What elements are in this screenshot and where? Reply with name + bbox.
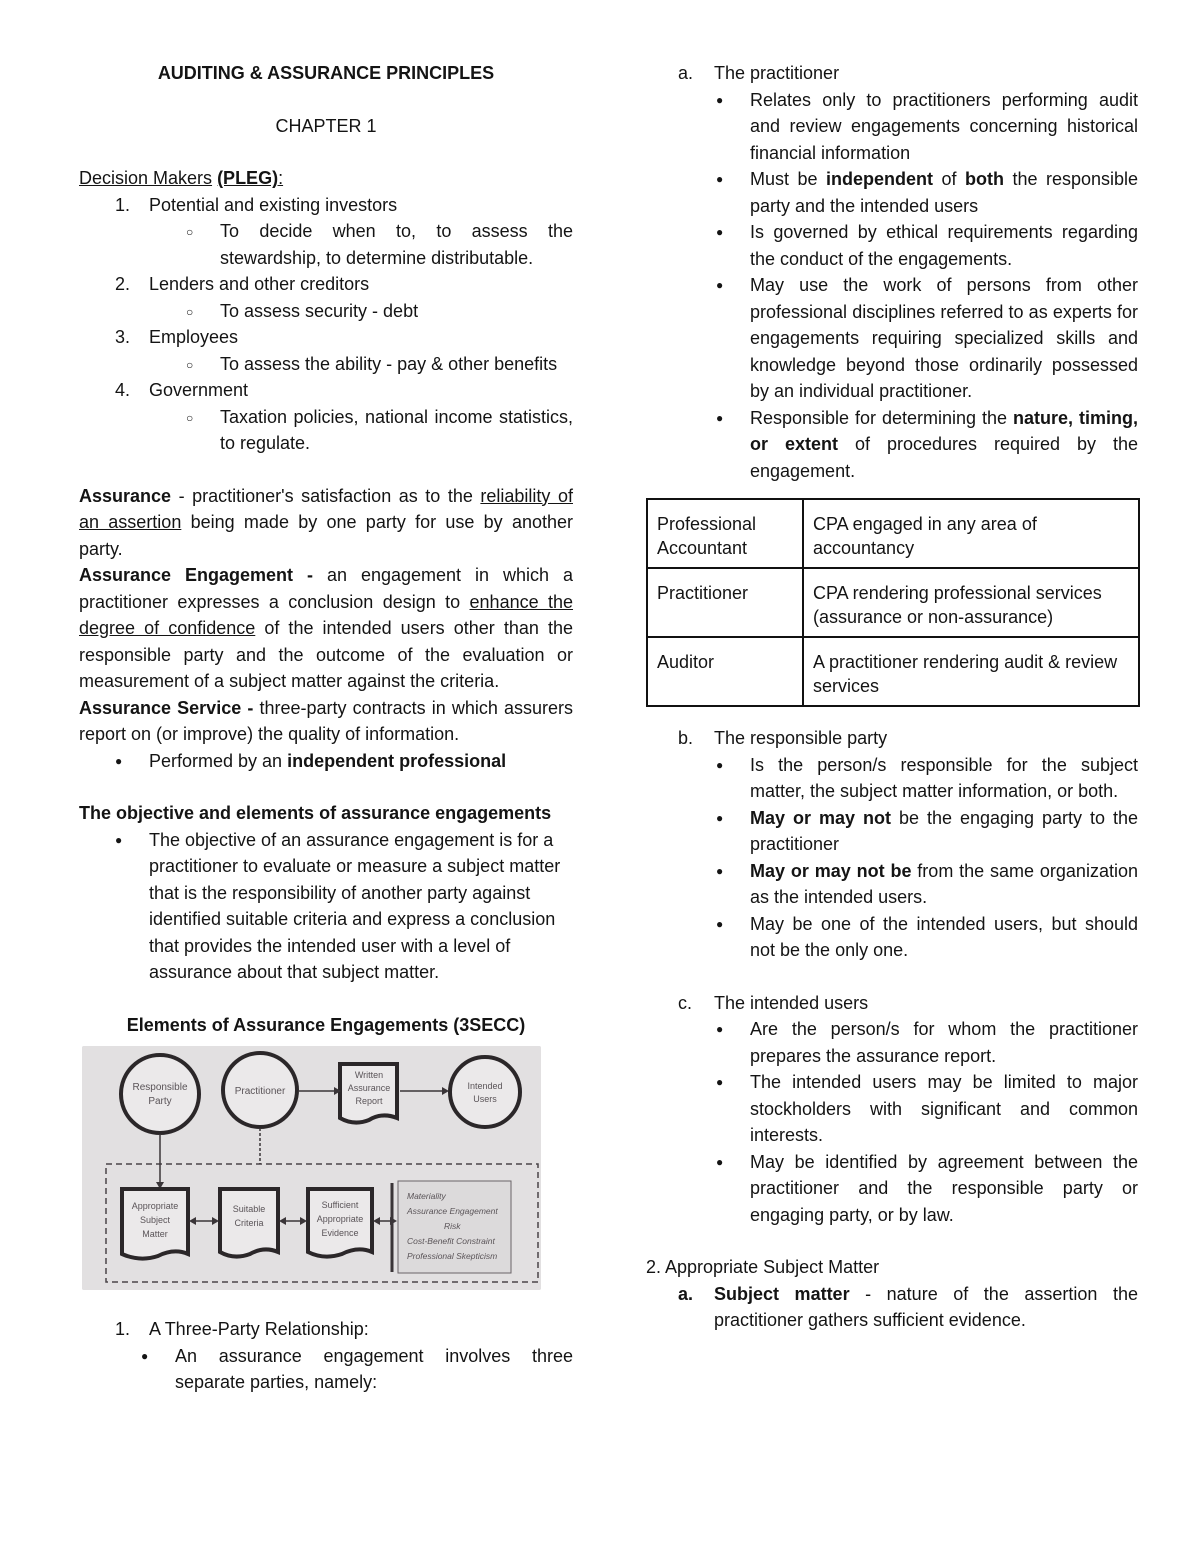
svg-text:Sufficient: Sufficient	[321, 1200, 359, 1210]
svg-text:Report: Report	[355, 1096, 383, 1106]
list-item: ● May or may not be the engaging party to the practitioner	[646, 805, 1138, 858]
bullet-icon: ●	[716, 225, 724, 239]
bullet-icon: ●	[115, 832, 123, 847]
list-item: ● May be identified by agreement between the practitioner and the responsible party or engaging party, or by law.	[646, 1149, 1138, 1229]
list-item: 3. Employees	[115, 327, 239, 347]
assurance-elements-figure	[82, 1046, 541, 1290]
bullet-icon: ●	[716, 863, 724, 878]
svg-text:Assurance Engagement: Assurance Engagement	[407, 1206, 498, 1216]
svg-text:Professional Skepticism: Professional Skepticism	[407, 1251, 498, 1261]
circle-bullet-icon: ○	[186, 304, 194, 319]
bullet-icon: ●	[716, 916, 724, 931]
list-item: ● Are the person/s for whom the practitioner prepares the assurance report.	[646, 1016, 1138, 1069]
bullet-icon: ●	[716, 1154, 724, 1169]
assurance-definition: Assurance - practitioner's satisfaction as to the reliability of an assertion being made by one party for use by another party.	[79, 485, 574, 559]
list-item: 4. Government	[115, 380, 249, 400]
bullet-icon: ●	[716, 810, 724, 825]
svg-text:Criteria: Criteria	[234, 1218, 264, 1228]
list-item: ● Is the person/s responsible for the subject matter, the subject matter information, or both.	[646, 752, 1138, 805]
right-column	[646, 60, 1138, 1334]
list-item: 2. Lenders and other creditors	[115, 274, 370, 294]
table-row	[647, 499, 1139, 568]
list-item: ● Responsible for determining the nature, timing, or extent of procedures required by the engagement.	[646, 405, 1138, 485]
table-row	[647, 568, 1139, 637]
table-row	[647, 637, 1139, 706]
svg-text:Risk: Risk	[444, 1221, 461, 1231]
assurance-service-definition: Assurance Service - three-party contracts in which assurers report on (or improve) the quality of information.	[79, 697, 573, 744]
list-item: ● Is governed by ethical requirements regarding the conduct of the engagements.	[646, 219, 1138, 272]
svg-text:Written: Written	[354, 1070, 384, 1080]
svg-text:Appropriate: Appropriate	[316, 1214, 364, 1224]
svg-text:Subject: Subject	[139, 1215, 171, 1225]
bullet-icon: ●	[716, 92, 724, 107]
list-item: ● Performed by an independent professional	[79, 748, 573, 775]
table-cell: CPA rendering professional services (assurance or non-assurance)	[803, 568, 1139, 637]
list-item: ● An assurance engagement involves three separate parties, namely:	[79, 1343, 573, 1396]
list-item: ● The intended users may be limited to major stockholders with significant and common interests.	[646, 1069, 1138, 1149]
svg-text:Evidence: Evidence	[321, 1228, 359, 1238]
svg-text:Responsible: Responsible	[132, 1082, 188, 1093]
list-item: 1. Potential and existing investors	[115, 194, 398, 215]
decision-makers-heading: Decision Makers (PLEG):	[79, 168, 284, 188]
bullet-icon: ●	[716, 410, 724, 425]
svg-text:Appropriate: Appropriate	[131, 1201, 179, 1211]
elements-heading: Elements of Assurance Engagements (3SECC)	[126, 1014, 526, 1035]
sub-list-item: ○ To assess the ability - pay & other benefits	[79, 351, 573, 378]
list-item: ● Must be independent of both the responsible party and the intended users	[646, 166, 1138, 219]
list-item: ● The objective of an assurance engagement is for a practitioner to evaluate or measure a subject matter that is the responsibility of another party against identified suitable criteria and express a conclusion that provides the intended user with a level of assurance about that subject matter.	[79, 827, 573, 986]
bullet-icon: ●	[716, 278, 724, 292]
table-cell: Professional Accountant	[647, 499, 803, 568]
table-cell: Practitioner	[647, 568, 803, 637]
list-item: a. Subject matter - nature of the assertion the practitioner gathers sufficient evidence.	[678, 1283, 1138, 1330]
list-item: ● May or may not be from the same organization as the intended users.	[646, 858, 1138, 911]
table-cell: A practitioner rendering audit & review services	[803, 637, 1139, 706]
decision-makers-code: (PLEG)	[217, 168, 279, 188]
svg-text:Materiality: Materiality	[407, 1191, 446, 1201]
bullet-icon: ●	[716, 757, 724, 772]
section-heading: c. The intended users	[678, 992, 869, 1013]
circle-bullet-icon: ○	[186, 410, 194, 425]
assurance-engagement-definition: Assurance Engagement - an engagement in which a practitioner expresses a conclusion design to enhance the degree of confidence of the intended users other than the responsible party and the outcome of the evaluation or measurement of a subject matter against the criteria.	[79, 565, 574, 691]
sub-list-item: ○ Taxation policies, national income statistics, to regulate.	[186, 406, 573, 453]
circle-bullet-icon: ○	[186, 357, 194, 372]
svg-text:Users: Users	[473, 1094, 497, 1104]
bullet-icon: ●	[141, 1348, 149, 1363]
circle-bullet-icon: ○	[186, 225, 194, 239]
subject-matter-heading: 2. Appropriate Subject Matter	[646, 1257, 880, 1277]
svg-text:Party: Party	[148, 1096, 172, 1107]
svg-text:Practitioner: Practitioner	[234, 1086, 286, 1097]
sub-list-item: ○ To decide when to, to assess the stewardship, to determine distributable.	[186, 221, 573, 268]
definitions-table	[646, 498, 1140, 707]
svg-text:Intended: Intended	[467, 1081, 503, 1091]
section-heading: a. The practitioner	[678, 63, 840, 83]
document-title: AUDITING & ASSURANCE PRINCIPLES	[157, 63, 495, 83]
bullet-icon: ●	[115, 753, 123, 768]
sub-list-item: ○ To assess security - debt	[79, 298, 573, 325]
left-column	[79, 60, 573, 1396]
list-item: ● May be one of the intended users, but should not be the only one.	[646, 911, 1138, 964]
list-item: ● May use the work of persons from other professional disciplines referred to as experts for engagements requiring specialized skills and knowledge beyond those ordinarily possessed by an individual practitioner.	[646, 272, 1138, 405]
list-item: ● Relates only to practitioners performing audit and review engagements concerning historical financial information	[646, 87, 1138, 167]
bullet-icon: ●	[716, 1022, 724, 1036]
chapter-label: CHAPTER 1	[275, 115, 377, 136]
bullet-icon: ●	[716, 1075, 724, 1089]
table-cell: CPA engaged in any area of accountancy	[803, 499, 1139, 568]
objective-heading: The objective and elements of assurance engagements	[79, 803, 552, 823]
bullet-icon: ●	[716, 172, 724, 186]
decision-makers-label: Decision Makers	[79, 168, 213, 188]
svg-text:Assurance: Assurance	[347, 1083, 391, 1093]
svg-text:Suitable: Suitable	[232, 1204, 266, 1214]
section-heading: b. The responsible party	[678, 728, 888, 748]
list-item: 1. A Three-Party Relationship:	[115, 1319, 369, 1339]
svg-text:Cost-Benefit Constraint: Cost-Benefit Constraint	[407, 1236, 495, 1246]
svg-text:Matter: Matter	[142, 1229, 168, 1239]
table-cell: Auditor	[647, 637, 803, 706]
